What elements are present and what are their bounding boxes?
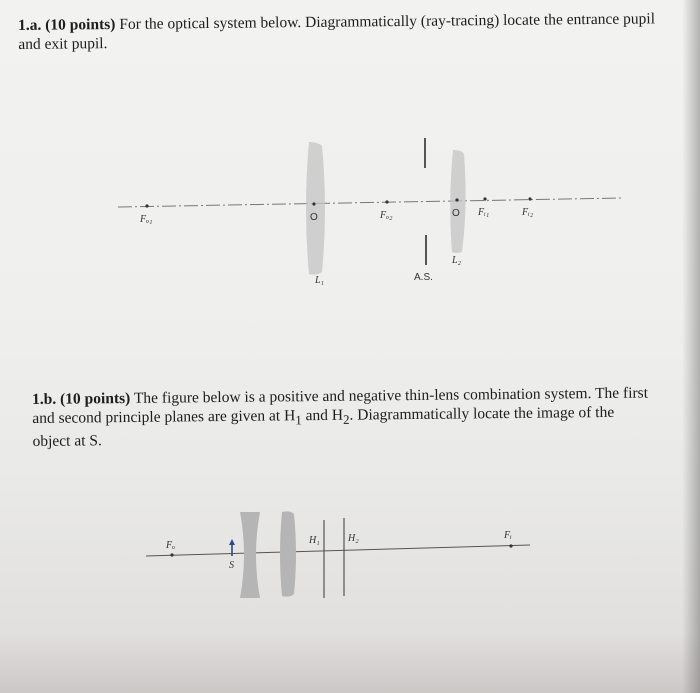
h2-subscript: 2 xyxy=(343,411,350,427)
problem-1b-text xyxy=(32,384,653,452)
point-f-i2 xyxy=(528,197,531,200)
point-f-o1 xyxy=(145,204,148,207)
problem-1a-body: For the optical system below. Diagrammatically (ray-tracing) locate the entrance pupil and exit pupil. xyxy=(18,10,656,53)
optical-axis-b xyxy=(146,545,530,556)
object-arrow-head xyxy=(229,539,235,545)
label-s: S xyxy=(229,560,234,571)
label-l2: L₂ xyxy=(452,255,462,266)
problem-1b-body-1: The figure below is a positive and negative thin-lens combination system. The first and second principle planes are given at H xyxy=(32,384,649,427)
optical-axis xyxy=(118,198,622,207)
label-f-i1: Fᵢ₁ xyxy=(478,207,490,218)
label-f-o1: Fₒ₁ xyxy=(140,214,153,225)
point-o2 xyxy=(455,198,458,201)
label-f-o2: Fₒ₂ xyxy=(380,210,393,221)
label-f-i: Fᵢ xyxy=(504,530,512,541)
lens-l1 xyxy=(306,142,325,275)
problem-1a-label: 1.a. xyxy=(18,16,42,34)
positive-lens xyxy=(280,511,296,596)
lens-l2 xyxy=(450,150,465,253)
problem-1b-points: (10 points) xyxy=(60,389,131,408)
point-f-i1 xyxy=(483,197,486,200)
problem-1b-body-2: and H xyxy=(301,406,344,425)
problem-1b-body-3: . Diagrammatically locate the image of the object at S. xyxy=(32,403,615,451)
point-f-o xyxy=(170,553,173,556)
label-f-o: Fₒ xyxy=(166,540,175,551)
point-f-o2 xyxy=(385,200,388,203)
screen-edge-shadow xyxy=(682,0,700,693)
label-f-i2: Fᵢ₂ xyxy=(522,207,534,218)
label-l1: L₁ xyxy=(315,275,325,286)
point-o1 xyxy=(312,202,315,205)
label-o1: O xyxy=(310,212,318,223)
h1-subscript: 1 xyxy=(295,412,302,428)
label-o2: O xyxy=(452,208,460,219)
problem-1a-points: (10 points) xyxy=(45,15,116,34)
label-aperture-stop: A.S. xyxy=(414,272,433,283)
label-h2: H₂ xyxy=(348,533,359,544)
problem-1b-label: 1.b. xyxy=(32,390,57,408)
bottom-shadow xyxy=(0,633,700,693)
point-f-i xyxy=(509,544,512,547)
label-h1: H₁ xyxy=(309,535,320,546)
negative-lens xyxy=(240,512,260,598)
